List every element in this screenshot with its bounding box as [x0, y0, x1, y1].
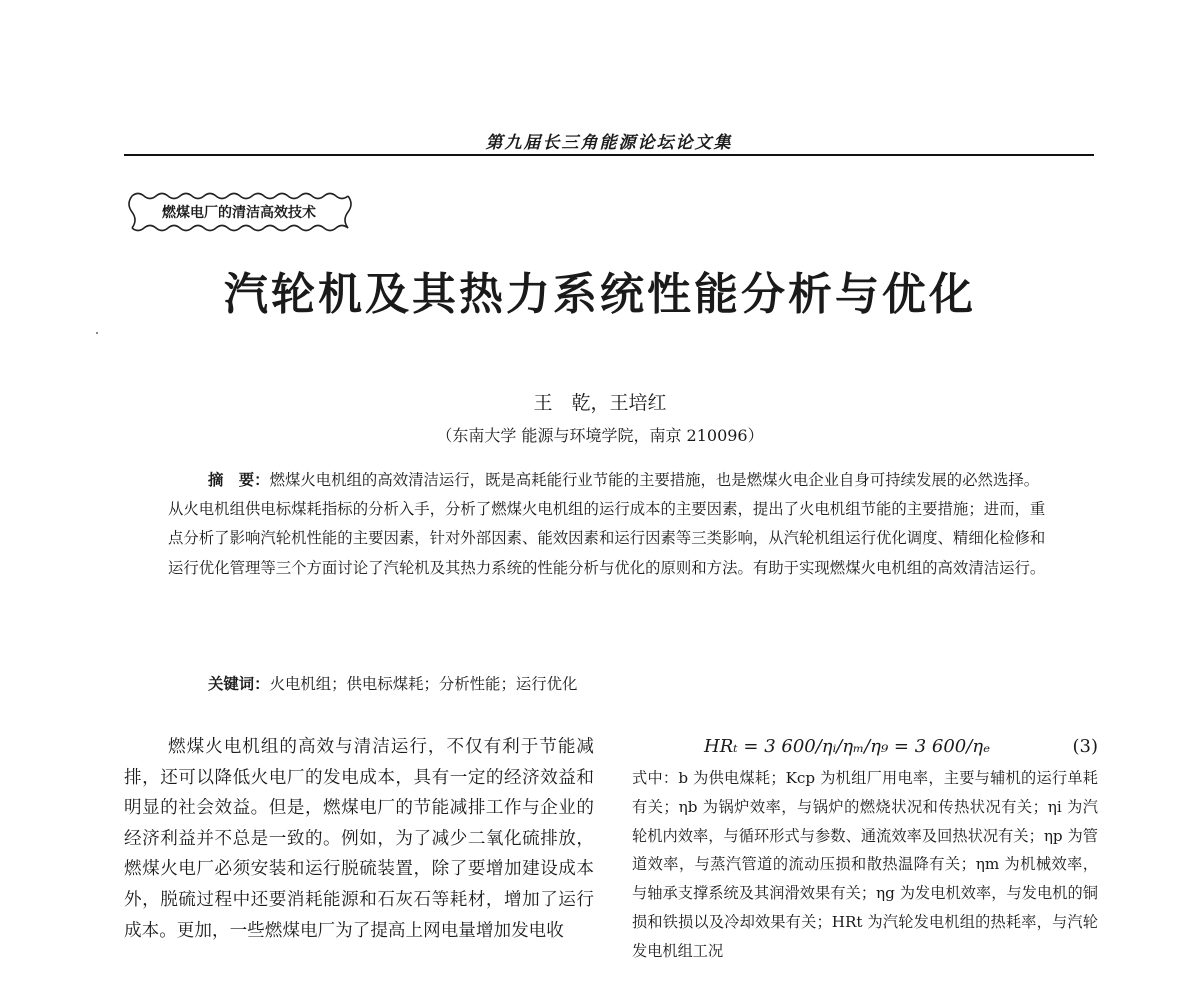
- scan-speck: [96, 332, 98, 334]
- section-tag-label: 燃煤电厂的清洁高效技术: [162, 205, 316, 221]
- body-paragraph: 燃煤火电机组的高效与清洁运行，不仅有利于节能减排，还可以降低火电厂的发电成本，具有一定的经济效益和明显的社会效益。但是，燃煤电厂的节能减排工作与企业的经济利益并不总是一致的。例如，为了减少二氧化硫排放，燃煤火电厂必须安装和运行脱硫装置，除了要增加建设成本外，脱硫过程中还要消耗能源和石灰石等耗材，增加了运行成本。更加，一些燃煤电厂为了提高上网电量增加发电收: [124, 737, 594, 941]
- section-tag: [126, 190, 352, 234]
- paper-authors: 王 乾，王培红: [533, 392, 667, 414]
- paper-title: 汽轮机及其热力系统性能分析与优化: [224, 269, 976, 320]
- keywords: [208, 672, 577, 694]
- equation-body: HRₜ = 3 600/ηᵢ/ηₘ/η₉ = 3 600/ηₑ: [704, 736, 991, 757]
- body-left-column: [124, 732, 594, 946]
- body-right-column: [632, 732, 1098, 966]
- abstract: [168, 466, 1054, 583]
- running-head: 第九届长三角能源论坛论文集: [485, 133, 733, 153]
- equation-number: (3): [1072, 736, 1098, 757]
- keywords-label: 关键词：: [208, 675, 270, 693]
- header-rule: [124, 154, 1094, 156]
- keywords-text: 火电机组；供电标煤耗；分析性能；运行优化: [269, 675, 578, 693]
- equation-3: [632, 732, 1098, 764]
- paper-affiliation: （东南大学 能源与环境学院，南京 210096）: [436, 426, 764, 445]
- equation-explanation: 式中：b 为供电煤耗；Kcp 为机组厂用电率，主要与辅机的运行单耗有关；ηb 为锅炉效率，与锅炉的燃烧状况和传热状况有关；ηi 为汽轮机内效率，与循环形式与参数、通流效率及回热状况有关；ηp 为管道效率，与蒸汽管道的流动压损和散热温降有关；ηm 为机械效率，与轴承支撑系统及其润滑效果有关；ηg 为发电机效率，与发电机的铜损和铁损以及冷却效果有关；HRt 为汽轮发电机组的热耗率，与汽轮发电机组工况: [632, 769, 1098, 960]
- abstract-text: 燃煤火电机组的高效清洁运行，既是高耗能行业节能的主要措施，也是燃煤火电企业自身可持续发展的必然选择。从火电机组供电标煤耗指标的分析入手，分析了燃煤火电机组的运行成本的主要因素，提出了火电机组节能的主要措施；进而，重点分析了影响汽轮机性能的主要因素，针对外部因素、能效因素和运行因素等三类影响，从汽轮机组运行优化调度、精细化检修和运行优化管理等三个方面讨论了汽轮机及其热力系统的性能分析与优化的原则和方法。有助于实现燃煤火电机组的高效清洁运行。: [168, 471, 1046, 577]
- abstract-label: 摘 要：: [208, 471, 270, 489]
